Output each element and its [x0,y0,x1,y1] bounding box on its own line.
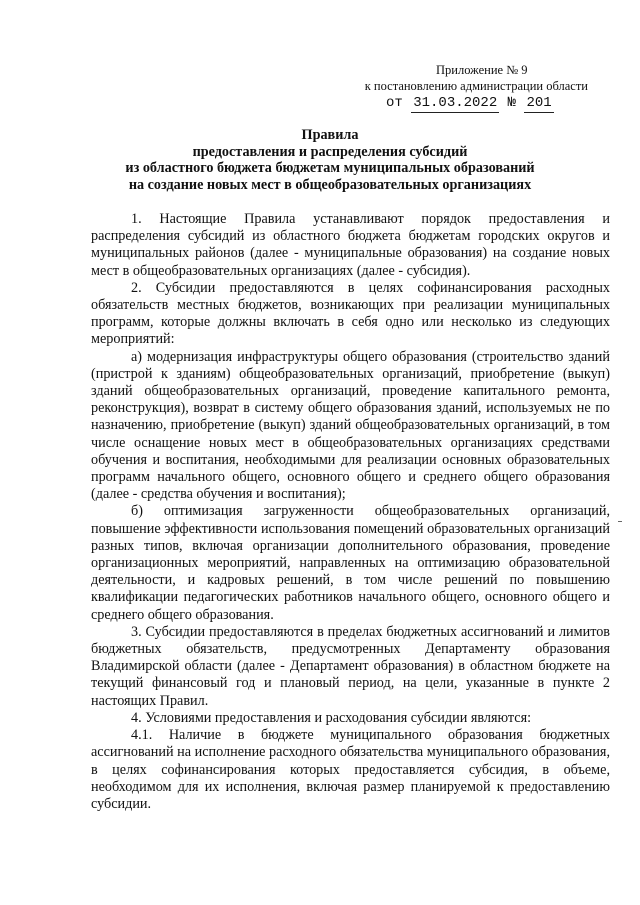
annex-number: Приложение № 9 [436,63,528,77]
title-line-2: предоставления и распределения субсидий [192,143,468,160]
decree-number: 201 [526,95,552,111]
decree-date-line [358,94,588,113]
title-line-3: из областного бюджета бюджетам муниципальных образований [125,160,535,176]
decree-date: 31.03.2022 [413,95,498,111]
document-body [91,211,610,813]
title-line-1: Правила [301,127,359,143]
paragraph-2b: б) оптимизация загруженности общеобразовательных организаций, повышение эффективности использования помещений образовательных организаций разных типов, включая организации дополнительного образования, проведение организационных мероприятий, направленных на оптимизацию образовательной деятельности, и кадровых решений, в том числе решений по повышению квалификации педагогических работников начального общего, основного общего и среднего общего образования. [91,503,610,623]
title-line-4: на создание новых мест в общеобразовательных организациях [128,176,532,193]
decree-reference: к постановлению администрации области [364,79,588,93]
paragraph-2: 2. Субсидии предоставляются в целях софинансирования расходных обязательств местных бюджетов, возникающих при реализации муниципальных программ, которые должны включать в себя одно или несколько из следующих мероприятий: [91,279,610,348]
paragraph-1: 1. Настоящие Правила устанавливают порядок предоставления и распределения субсидий из областного бюджета бюджетам городских округов и муниципальных районов (далее - муниципальные образования) на создание новых мест в общеобразовательных организациях (далее - субсидия). [91,211,610,279]
number-sign: № [507,95,517,111]
date-prefix: от [386,95,403,111]
document-title [40,127,620,193]
paragraph-2a: а) модернизация инфраструктуры общего образования (строительство зданий (пристрой к зданиям) общеобразовательных организаций, приобретение (выкуп) зданий общеобразовательных организаций, проведение капитального ремонта, реконструкция), возврат в систему общего образования зданий, используемых не по назначению, приобретение (выкуп) зданий общеобразовательных организаций, в том числе оснащение новых мест в общеобразовательных организациях средствами обучения и воспитания, необходимыми для реализации основных образовательных программ начального общего, основного общего и среднего общего образования (далее - средства обучения и воспитания); [91,348,610,503]
margin-mark [618,521,622,522]
paragraph-4-1: 4.1. Наличие в бюджете муниципального образования бюджетных ассигнований на исполнение расходного обязательства муниципального образования, в целях софинансирования которых предоставляется субсидия, в объеме, необходимом для их исполнения, включая размер планируемой к предоставлению субсидии. [91,727,610,812]
paragraph-3: 3. Субсидии предоставляются в пределах бюджетных ассигнований и лимитов бюджетных обязательств, предусмотренных Департаменту образования Владимирской области (далее - Департамент образования) в областном бюджете на текущий финансовый год и плановый период, на цели, указанные в пункте 2 настоящих Правил. [91,623,610,709]
paragraph-4: 4. Условиями предоставления и расходования субсидии являются: [131,709,532,726]
annex-header [358,62,588,113]
